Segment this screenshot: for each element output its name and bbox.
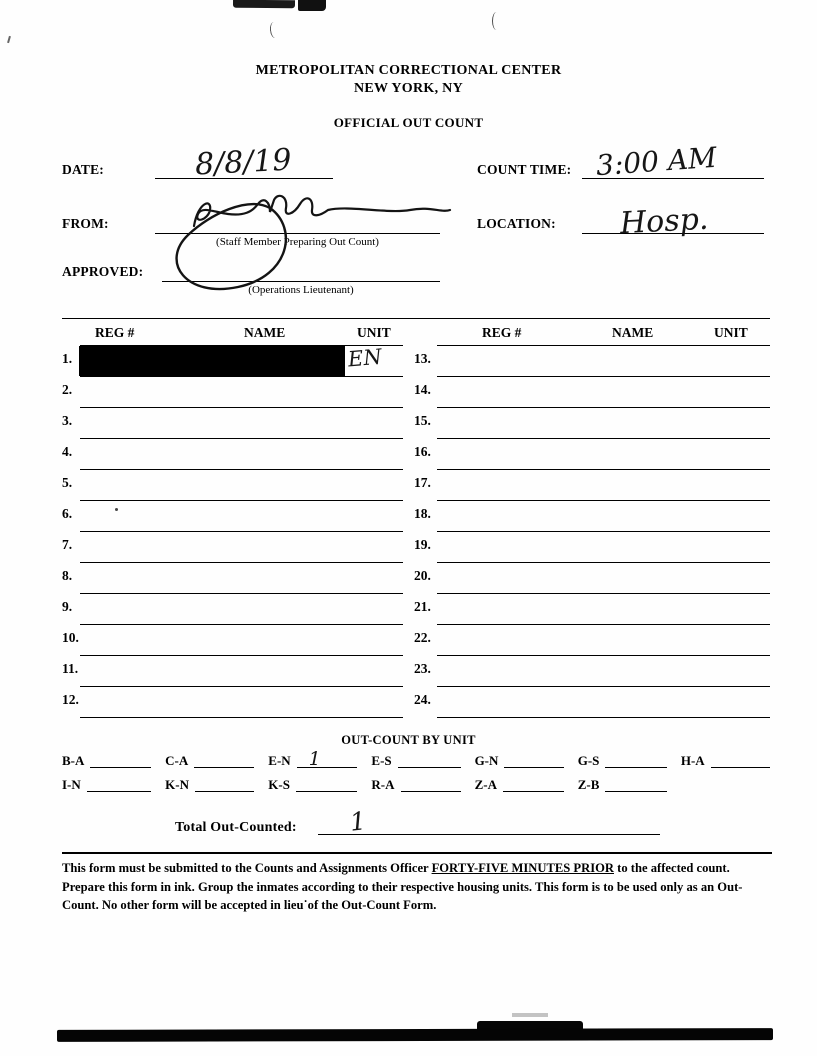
roster-row-number: 7. [62,537,73,552]
unit-count-line [605,771,666,792]
unit-label: H-A [680,753,705,768]
unit-count-cell [475,772,564,792]
unit-label: I-N [62,777,81,792]
date-label: DATE: [62,162,105,177]
footer-rule [62,852,772,854]
handwritten-location: Hosp. [619,201,710,242]
roster-row [62,594,403,625]
unit-count-cell [62,772,151,792]
unit-label: E-S [371,753,392,768]
roster-row [62,439,403,470]
roster-row-number: 4. [62,444,73,459]
unit-count-line [503,771,564,792]
col-header-name-left: NAME [244,325,286,340]
footer-text-part2: to the affected count. Prepare this form in ink. Group the inmates according to their respective housing units. This form is to be used only as an Out-Count. No other form will be accepted in lieu˙of the Out-Count Form. [62,861,743,912]
approved-label: APPROVED: [62,264,144,279]
roster-row-number: 20. [414,568,431,583]
org-city: NEW YORK, NY [354,81,463,96]
roster-row-number: 19. [414,537,431,552]
unit-count-line [87,771,151,792]
roster-row [62,687,403,718]
unit-count-cell [578,772,667,792]
roster-row [62,346,403,377]
roster-row-number: 21. [414,599,431,614]
roster-row [62,563,403,594]
roster-row-number: 14. [414,382,431,397]
col-header-name-right: NAME [612,325,654,340]
roster-row-number: 17. [414,475,431,490]
unit-count-cell [578,748,667,768]
unit-count-cell [268,748,357,768]
out-count-title: OUT-COUNT BY UNIT [341,733,476,747]
roster-left-column [62,346,403,718]
roster-row-number: 23. [414,661,431,676]
signature-scribble [148,186,478,304]
location-label: LOCATION: [477,216,556,231]
roster-row [62,625,403,656]
roster-right-column [414,346,770,718]
form-title: OFFICIAL OUT COUNT [333,115,484,130]
unit-count-cell [371,772,460,792]
col-header-unit-right: UNIT [714,325,748,340]
roster-top-rule [62,318,770,319]
unit-count-row-2 [62,772,770,792]
unit-count-cell [165,772,254,792]
roster-row [62,408,403,439]
unit-count-line [297,747,358,768]
roster-row-number: 11. [62,661,79,676]
handwritten-unit: EN [347,344,383,372]
roster-row [414,594,770,625]
roster-row [414,687,770,718]
roster-row [62,470,403,501]
roster-row-number: 16. [414,444,431,459]
roster-row [62,501,403,532]
unit-count-line [296,771,357,792]
roster-row [414,501,770,532]
roster-row [62,656,403,687]
unit-count-cell [681,748,770,768]
roster-row [414,408,770,439]
scan-artifact [269,22,280,39]
unit-count-line [398,747,461,768]
footer-text-part1: This form must be submitted to the Counts and Assignments Officer [62,861,432,875]
roster-row [414,346,770,377]
unit-count-cell [62,748,151,768]
roster-row-number: 10. [62,630,79,645]
unit-label: C-A [165,753,189,768]
count-time-label: COUNT TIME: [477,162,572,177]
roster-row-number: 15. [414,413,431,428]
roster-row-number: 3. [62,413,73,428]
unit-label: K-S [268,777,290,792]
roster-row-number: 24. [414,692,431,707]
footer-instructions [62,859,774,915]
col-header-reg-left: REG # [95,325,135,340]
total-label: Total Out-Counted: [175,820,297,835]
roster-row-number: 8. [62,568,73,583]
from-caption: (Staff Member Preparing Out Count) [216,236,379,248]
unit-label: Z-A [474,777,497,792]
roster-row [414,377,770,408]
unit-label: B-A [62,753,85,768]
count-time-line [582,140,764,183]
unit-count-line [194,747,254,768]
roster-row-number: 5. [62,475,73,490]
unit-count-cell [371,748,460,768]
scan-artifact [298,0,326,11]
roster-row-line [80,717,403,718]
from-label: FROM: [62,216,109,231]
unit-count-line [504,747,563,768]
total-line [318,806,660,835]
org-title: METROPOLITAN CORRECTIONAL CENTER [255,63,562,78]
unit-label: G-S [577,753,600,768]
roster-row [414,563,770,594]
unit-label: E-N [268,753,291,768]
scan-artifact [233,0,295,8]
roster-row-number: 6. [62,506,73,521]
roster-row-number: 1. [62,351,73,366]
location-line [582,195,764,242]
roster-row-number: 22. [414,630,431,645]
scan-artifact [512,1013,548,1017]
handwritten-date: 8/8/19 [194,142,293,183]
unit-count-line [605,747,666,768]
col-header-unit-left: UNIT [357,325,391,340]
scan-artifact [492,12,501,30]
unit-count-cell [268,772,357,792]
roster-row [414,625,770,656]
roster-row [62,377,403,408]
footer-text-emphasis: FORTY-FIVE MINUTES PRIOR [431,861,614,875]
unit-count-row-1 [62,748,770,768]
unit-count-line [711,747,770,768]
unit-label: Z-B [577,777,600,792]
roster-row [414,439,770,470]
roster-row [414,470,770,501]
redaction-bar [79,346,345,376]
date-line [155,140,333,183]
roster-row-number: 9. [62,599,73,614]
col-header-reg-right: REG # [482,325,522,340]
scan-artifact [7,36,11,43]
scan-artifact-bottom-bar [57,1028,773,1042]
unit-count-cell [165,748,254,768]
unit-count-line [195,771,254,792]
roster-row [414,532,770,563]
unit-count-cell [475,748,564,768]
roster-row-number: 18. [414,506,431,521]
approved-caption: (Operations Lieutenant) [248,284,354,296]
roster-row-line [437,717,770,718]
roster-row-number: 12. [62,692,79,707]
unit-count-line [401,771,461,792]
unit-count-line [90,747,151,768]
unit-label: G-N [474,753,499,768]
unit-label: R-A [371,777,395,792]
roster-row [62,532,403,563]
roster-row-number: 2. [62,382,73,397]
handwritten-count-time: 3:00 AM [594,140,718,183]
unit-label: K-N [165,777,189,792]
handwritten-unit-count: 1 [308,748,321,770]
roster-row-number: 13. [414,351,431,366]
handwritten-total: 1 [348,806,368,837]
roster-row [414,656,770,687]
